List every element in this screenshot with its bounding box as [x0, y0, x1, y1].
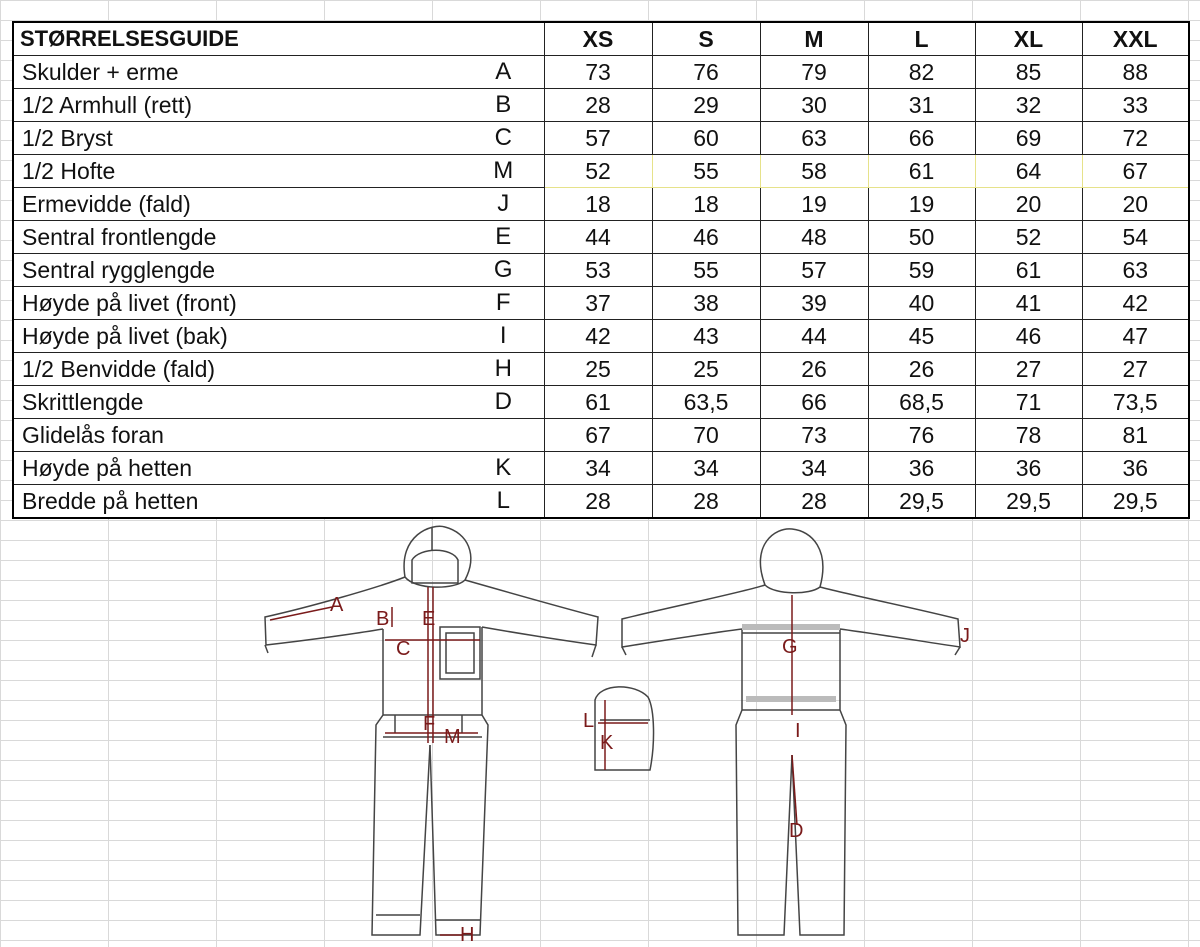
back-measure-labels — [782, 625, 970, 842]
measurement-label: Glidelås foran — [13, 419, 463, 452]
measurement-code: D — [463, 386, 544, 419]
measurement-label: Sentral frontlengde — [13, 221, 463, 254]
table-row — [13, 89, 1189, 122]
measurement-value: 26 — [760, 353, 868, 386]
measurement-value: 38 — [652, 287, 760, 320]
measurement-value: 73 — [760, 419, 868, 452]
measurement-label: 1/2 Hofte — [13, 155, 463, 188]
label-l: L — [583, 710, 595, 732]
size-header: XS — [544, 22, 652, 56]
measurement-value: 18 — [652, 188, 760, 221]
measurement-value: 44 — [544, 221, 652, 254]
measurement-value: 78 — [975, 419, 1082, 452]
measurement-value: 34 — [760, 452, 868, 485]
measurement-value: 40 — [868, 287, 975, 320]
size-header: S — [652, 22, 760, 56]
measurement-value: 46 — [652, 221, 760, 254]
measurement-value: 61 — [868, 155, 975, 188]
label-b: B — [376, 608, 390, 630]
label-i: I — [795, 720, 801, 742]
measurement-value: 73,5 — [1082, 386, 1189, 419]
measurement-value: 34 — [544, 452, 652, 485]
measurement-label: Høyde på hetten — [13, 452, 463, 485]
measurement-value: 29,5 — [1082, 485, 1189, 519]
table-row — [13, 287, 1189, 320]
front-measure-labels — [330, 594, 474, 946]
table-row — [13, 485, 1189, 519]
measurement-value: 43 — [652, 320, 760, 353]
label-a: A — [330, 594, 344, 616]
measurement-code — [463, 419, 544, 452]
measurement-value: 19 — [868, 188, 975, 221]
measurement-value: 63,5 — [652, 386, 760, 419]
label-e: E — [422, 608, 436, 630]
measurement-value: 47 — [1082, 320, 1189, 353]
measurement-code: L — [463, 485, 544, 519]
measurement-value: 66 — [868, 122, 975, 155]
size-header: XL — [975, 22, 1082, 56]
measurement-value: 82 — [868, 56, 975, 89]
measurement-value: 85 — [975, 56, 1082, 89]
measurement-code: M — [463, 155, 544, 188]
measurement-value: 33 — [1082, 89, 1189, 122]
measurement-value: 50 — [868, 221, 975, 254]
label-m: M — [444, 726, 461, 748]
coverall-measurement-diagram — [0, 515, 1200, 947]
measurement-value: 72 — [1082, 122, 1189, 155]
measurement-value: 25 — [544, 353, 652, 386]
measurement-code: I — [463, 320, 544, 353]
measurement-value: 28 — [544, 89, 652, 122]
measurement-value: 26 — [868, 353, 975, 386]
measurement-value: 44 — [760, 320, 868, 353]
measurement-value: 55 — [652, 254, 760, 287]
measurement-code: F — [463, 287, 544, 320]
measurement-value: 27 — [975, 353, 1082, 386]
measurement-code: G — [463, 254, 544, 287]
measurement-value: 20 — [1082, 188, 1189, 221]
measurement-label: Ermevidde (fald) — [13, 188, 463, 221]
measurement-code: J — [463, 188, 544, 221]
measurement-value: 19 — [760, 188, 868, 221]
measurement-value: 63 — [760, 122, 868, 155]
measurement-value: 25 — [652, 353, 760, 386]
table-row — [13, 452, 1189, 485]
size-header-row — [13, 22, 1189, 56]
measurement-value: 76 — [652, 56, 760, 89]
measurement-value: 55 — [652, 155, 760, 188]
measurement-code: C — [463, 122, 544, 155]
measurement-label: Skulder + erme — [13, 56, 463, 89]
hood-measure-labels — [583, 710, 614, 754]
measurement-value: 41 — [975, 287, 1082, 320]
measurement-value: 48 — [760, 221, 868, 254]
measurement-value: 54 — [1082, 221, 1189, 254]
table-row — [13, 56, 1189, 89]
label-h: H — [460, 924, 475, 946]
measurement-value: 66 — [760, 386, 868, 419]
measurement-value: 53 — [544, 254, 652, 287]
label-g: G — [782, 636, 798, 658]
table-row — [13, 419, 1189, 452]
measurement-value: 39 — [760, 287, 868, 320]
size-header: L — [868, 22, 975, 56]
measurement-value: 36 — [975, 452, 1082, 485]
measurement-value: 81 — [1082, 419, 1189, 452]
measurement-value: 61 — [975, 254, 1082, 287]
size-header: XXL — [1082, 22, 1189, 56]
measurement-label: Høyde på livet (bak) — [13, 320, 463, 353]
table-row — [13, 221, 1189, 254]
label-c: C — [396, 638, 411, 660]
measurement-label: Bredde på hetten — [13, 485, 463, 519]
measurement-value: 27 — [1082, 353, 1189, 386]
measurement-label: 1/2 Benvidde (fald) — [13, 353, 463, 386]
measurement-value: 76 — [868, 419, 975, 452]
measurement-value: 45 — [868, 320, 975, 353]
measurement-value: 63 — [1082, 254, 1189, 287]
measurement-value: 52 — [975, 221, 1082, 254]
label-j: J — [960, 625, 970, 647]
measurement-code: B — [463, 89, 544, 122]
coverall-back-outline — [622, 529, 960, 935]
table-row — [13, 122, 1189, 155]
table-row — [13, 155, 1189, 188]
measurement-code: E — [463, 221, 544, 254]
size-guide-title: STØRRELSESGUIDE — [13, 22, 544, 56]
hood-detail-outline — [595, 687, 654, 770]
table-row — [13, 386, 1189, 419]
measurement-value: 28 — [760, 485, 868, 519]
measurement-code: K — [463, 452, 544, 485]
measurement-value: 59 — [868, 254, 975, 287]
measurement-value: 52 — [544, 155, 652, 188]
size-header: M — [760, 22, 868, 56]
measurement-value: 58 — [760, 155, 868, 188]
measurement-value: 67 — [544, 419, 652, 452]
measurement-value: 28 — [652, 485, 760, 519]
measurement-value: 32 — [975, 89, 1082, 122]
measurement-value: 57 — [544, 122, 652, 155]
table-row — [13, 353, 1189, 386]
measurement-value: 61 — [544, 386, 652, 419]
measurement-value: 18 — [544, 188, 652, 221]
measurement-value: 31 — [868, 89, 975, 122]
measurement-code: H — [463, 353, 544, 386]
measurement-value: 73 — [544, 56, 652, 89]
measurement-value: 64 — [975, 155, 1082, 188]
measurement-value: 67 — [1082, 155, 1189, 188]
measurement-value: 29,5 — [975, 485, 1082, 519]
measurement-value: 57 — [760, 254, 868, 287]
size-guide-table — [12, 21, 1190, 519]
measurement-label: 1/2 Bryst — [13, 122, 463, 155]
table-row — [13, 188, 1189, 221]
table-row — [13, 320, 1189, 353]
measurement-value: 36 — [868, 452, 975, 485]
measurement-value: 68,5 — [868, 386, 975, 419]
measurement-value: 88 — [1082, 56, 1189, 89]
table-row — [13, 254, 1189, 287]
measurement-value: 46 — [975, 320, 1082, 353]
measurement-value: 20 — [975, 188, 1082, 221]
measurement-value: 69 — [975, 122, 1082, 155]
measurement-value: 79 — [760, 56, 868, 89]
measurement-value: 42 — [1082, 287, 1189, 320]
measurement-value: 37 — [544, 287, 652, 320]
label-k: K — [600, 732, 614, 754]
measurement-value: 70 — [652, 419, 760, 452]
measurement-value: 34 — [652, 452, 760, 485]
measurement-label: Høyde på livet (front) — [13, 287, 463, 320]
measurement-value: 29,5 — [868, 485, 975, 519]
measurement-value: 36 — [1082, 452, 1189, 485]
measurement-value: 71 — [975, 386, 1082, 419]
measurement-value: 30 — [760, 89, 868, 122]
measurement-value: 60 — [652, 122, 760, 155]
label-d: D — [789, 820, 804, 842]
label-f: F — [423, 713, 436, 735]
measurement-value: 29 — [652, 89, 760, 122]
measurement-label: Sentral rygglengde — [13, 254, 463, 287]
measurement-label: Skrittlengde — [13, 386, 463, 419]
measurement-value: 42 — [544, 320, 652, 353]
measurement-label: 1/2 Armhull (rett) — [13, 89, 463, 122]
measurement-value: 28 — [544, 485, 652, 519]
measurement-code: A — [463, 56, 544, 89]
